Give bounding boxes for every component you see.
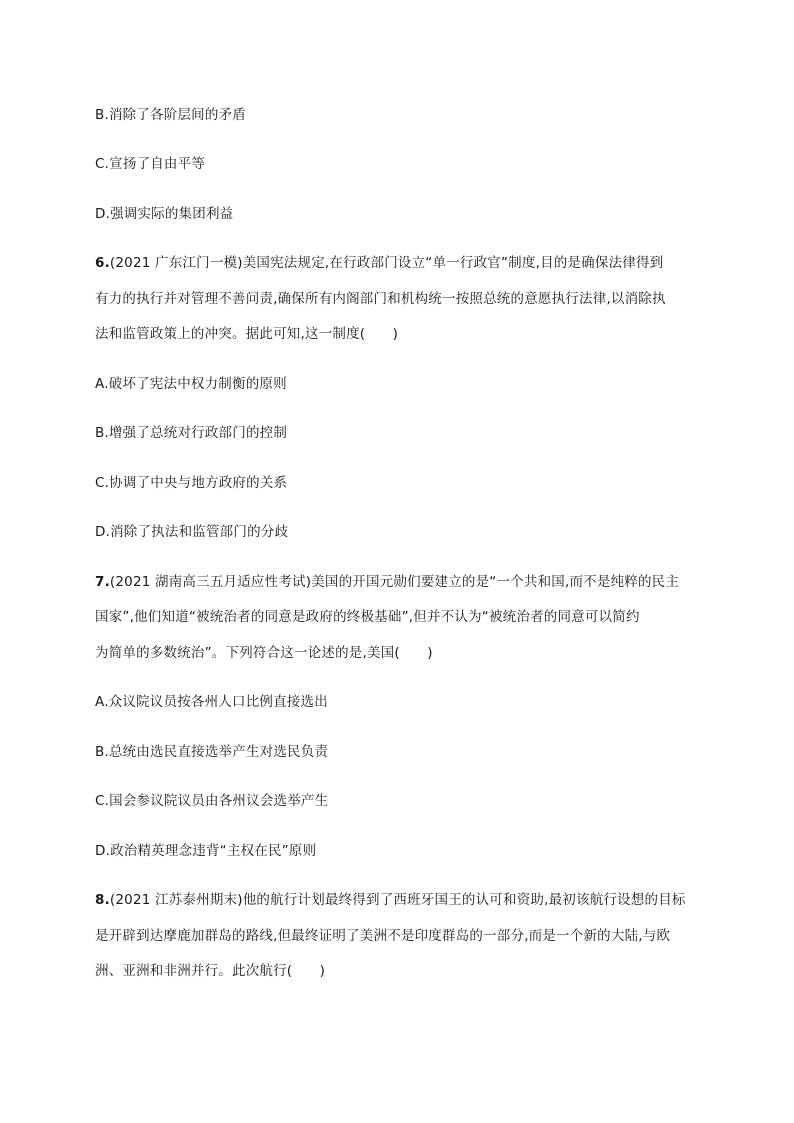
q7-number: 7. [95,574,110,590]
q8-stem-line-3: 洲、亚洲和非洲并行。此次航行( ) [95,963,326,979]
q8-number: 8. [95,892,110,908]
q6-option-b: B.增强了总统对行政部门的控制 [95,425,288,441]
q7-stem-line-3: 为简单的多数统治”。下列符合这一论述的是,美国( ) [95,645,433,661]
q6-number: 6. [95,255,110,271]
q6-stem-line-1 [95,254,663,272]
q8-stem-line-1 [95,891,686,909]
q6-option-d: D.消除了执法和监管部门的分歧 [95,524,289,540]
q5-option-c: C.宣扬了自由平等 [95,156,206,172]
q7-stem-line-1 [95,573,679,591]
q7-option-b: B.总统由选民直接选举产生对选民负责 [95,744,329,760]
q5-option-d: D.强调实际的集团利益 [95,206,234,222]
q6-stem-text-1: (2021 广东江门一模)美国宪法规定,在行政部门设立“单一行政官”制度,目的是确保法律得到 [109,255,664,271]
q6-option-c: C.协调了中央与地方政府的关系 [95,475,288,491]
q6-option-a: A.破坏了宪法中权力制衡的原则 [95,376,287,392]
q7-option-d: D.政治精英理念违背“主权在民”原则 [95,843,317,859]
q7-stem-line-2: 国家”,他们知道“被统治者的同意是政府的终极基础”,但并不认为“被统治者的同意可以简约 [95,609,640,625]
q6-stem-line-2: 有力的执行并对管理不善问责,确保所有内阁部门和机构统一按照总统的意愿执行法律,以消除执 [95,291,666,307]
q7-option-c: C.国会参议院议员由各州议会选举产生 [95,793,329,809]
q8-stem-line-2: 是开辟到达摩鹿加群岛的路线,但最终证明了美洲不是印度群岛的一部分,而是一个新的大陆,与欧 [95,928,671,944]
q6-stem-line-3: 法和监管政策上的冲突。据此可知,这一制度( ) [95,326,399,342]
q8-stem-text-1: (2021 江苏泰州期末)他的航行计划最终得到了西班牙国王的认可和资助,最初该航行设想的目标 [109,892,686,908]
q7-option-a: A.众议院议员按各州人口比例直接选出 [95,694,328,710]
q7-stem-text-1: (2021 湖南高三五月适应性考试)美国的开国元勋们要建立的是“一个共和国,而不是纯粹的民主 [109,574,680,590]
q5-option-b: B.消除了各阶层间的矛盾 [95,107,246,123]
